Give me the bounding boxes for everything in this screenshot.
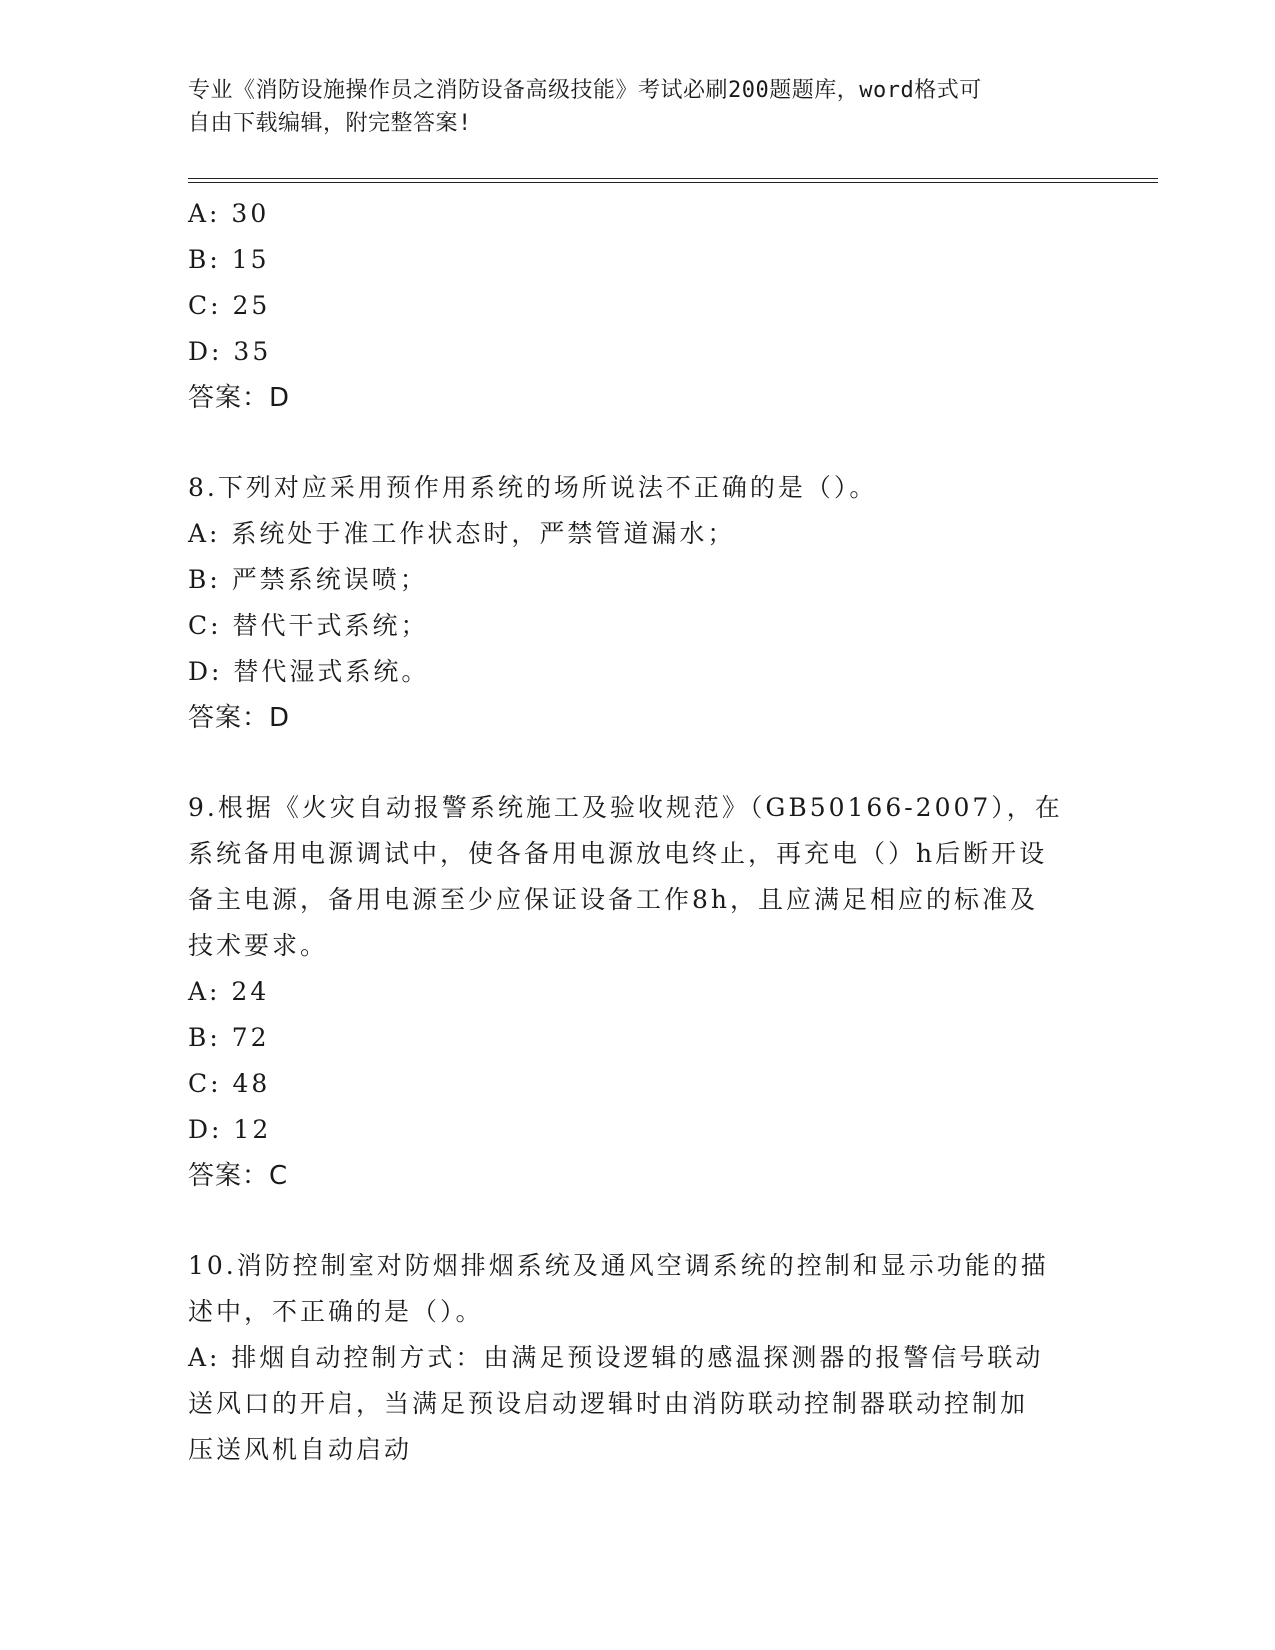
spacer [188,741,1088,785]
q7-option-a: A: 30 [188,199,270,228]
question-9 [188,785,1088,1199]
q8-answer: 答案：D [188,703,291,733]
question-10 [188,1243,1088,1473]
q8-option-c: C: 替代干式系统； [188,611,429,640]
q9-option-c: C: 48 [188,1069,271,1098]
page-header [188,74,1088,140]
q7-option-d: D: 35 [188,337,272,366]
q7-option-c: C: 25 [188,291,271,320]
q10-option-a-line-2: 送风口的开启，当满足预设启动逻辑时由消防联动控制器联动控制加 [188,1389,1029,1418]
q10-question-line-1: 10.消防控制室对防烟排烟系统及通风空调系统的控制和显示功能的描 [188,1251,1049,1280]
header-title-line-1: 专业《消防设施操作员之消防设备高级技能》考试必刷200题题库，word格式可 [188,78,982,103]
header-divider [188,178,1158,183]
q10-option-a-line-3: 压送风机自动启动 [188,1435,413,1464]
q9-question-line-3: 备主电源，备用电源至少应保证设备工作8h，且应满足相应的标准及 [188,885,1039,914]
q9-question-line-2: 系统备用电源调试中，使各备用电源放电终止，再充电（）h后断开设 [188,839,1048,868]
q8-option-d: D: 替代湿式系统。 [188,657,430,686]
q9-option-b: B: 72 [188,1023,270,1052]
question-content [188,191,1088,1473]
q9-option-d: D: 12 [188,1115,272,1144]
q9-question-line-4: 技术要求。 [188,931,329,960]
q9-option-a: A: 24 [188,977,270,1006]
question-8 [188,465,1088,741]
q8-option-a: A: 系统处于准工作状态时，严禁管道漏水； [188,519,736,548]
header-title-line-2: 自由下载编辑，附完整答案! [188,111,472,136]
q9-question-line-1: 9.根据《火灾自动报警系统施工及验收规范》（GB50166-2007），在 [188,793,1063,822]
q9-answer: 答案：C [188,1161,289,1191]
q7-answer: 答案：D [188,383,291,413]
spacer [188,1199,1088,1243]
q10-option-a-line-1: A: 排烟自动控制方式：由满足预设逻辑的感温探测器的报警信号联动 [188,1343,1044,1372]
q7-option-b: B: 15 [188,245,270,274]
q8-question-line: 8.下列对应采用预作用系统的场所说法不正确的是（）。 [188,473,878,502]
spacer [188,421,1088,465]
q10-question-line-2: 述中，不正确的是（）。 [188,1297,484,1326]
question-7 [188,191,1088,421]
q8-option-b: B: 严禁系统误喷； [188,565,428,594]
